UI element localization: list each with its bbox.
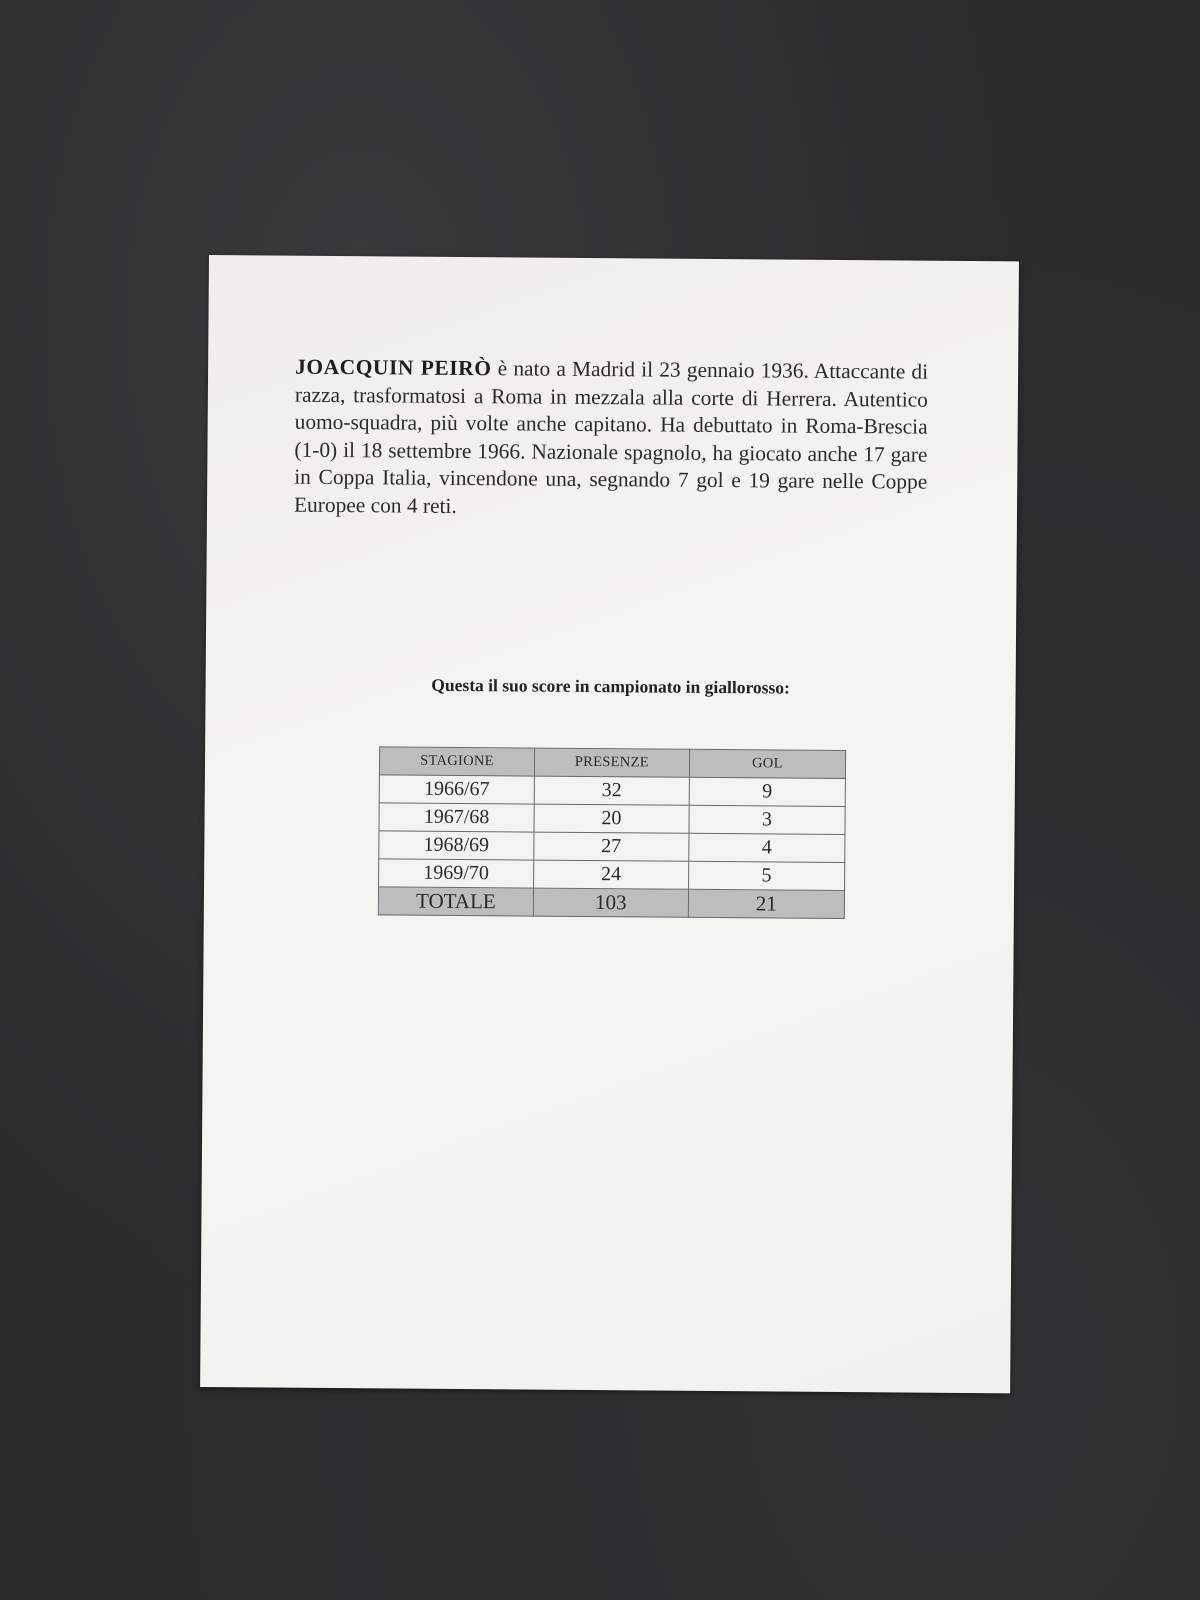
goals-cell: 4 xyxy=(689,833,845,862)
goals-cell: 5 xyxy=(688,861,844,890)
season-cell: 1966/67 xyxy=(379,775,534,804)
table-row xyxy=(379,775,845,807)
bio-paragraph xyxy=(294,354,928,525)
apps-cell: 24 xyxy=(533,860,688,889)
apps-cell: 20 xyxy=(534,804,689,833)
season-cell: 1969/70 xyxy=(379,859,534,888)
season-cell: 1967/68 xyxy=(379,803,534,832)
apps-cell: 32 xyxy=(534,776,689,805)
goals-cell: 9 xyxy=(689,777,845,806)
stats-table xyxy=(378,746,846,919)
total-row xyxy=(378,887,844,919)
table-row xyxy=(379,831,845,863)
header-stagione: STAGIONE xyxy=(379,747,534,776)
table-row xyxy=(379,803,845,835)
table-header-row xyxy=(379,747,845,779)
total-goals: 21 xyxy=(688,889,844,918)
info-card xyxy=(200,255,1019,1393)
header-presenze: PRESENZE xyxy=(534,748,689,777)
apps-cell: 27 xyxy=(534,832,689,861)
goals-cell: 3 xyxy=(689,805,845,834)
score-heading: Questa il suo score in campionato in giallorosso: xyxy=(431,674,791,698)
total-label: TOTALE xyxy=(378,887,533,916)
season-cell: 1968/69 xyxy=(379,831,534,860)
header-gol: GOL xyxy=(689,749,845,778)
player-name: JOACQUIN PEIRÒ xyxy=(295,354,492,381)
bio-text: è nato a Madrid il 23 gennaio 1936. Attaccante di razza, trasformatosi a Roma in mezzala alla corte di Herrera. Autentico uomo-squadra, più volte anche capitano. Ha debuttato in Roma-Brescia (1-0) il 18 settembre 1966. Nazionale spagnolo, ha giocato anche 17 gare in Coppa Italia, vincendone una, segnando 7 gol e 19 gare nelle Coppe Europee con 4 reti. xyxy=(293,356,929,518)
total-apps: 103 xyxy=(533,888,688,917)
table-row xyxy=(379,859,845,891)
